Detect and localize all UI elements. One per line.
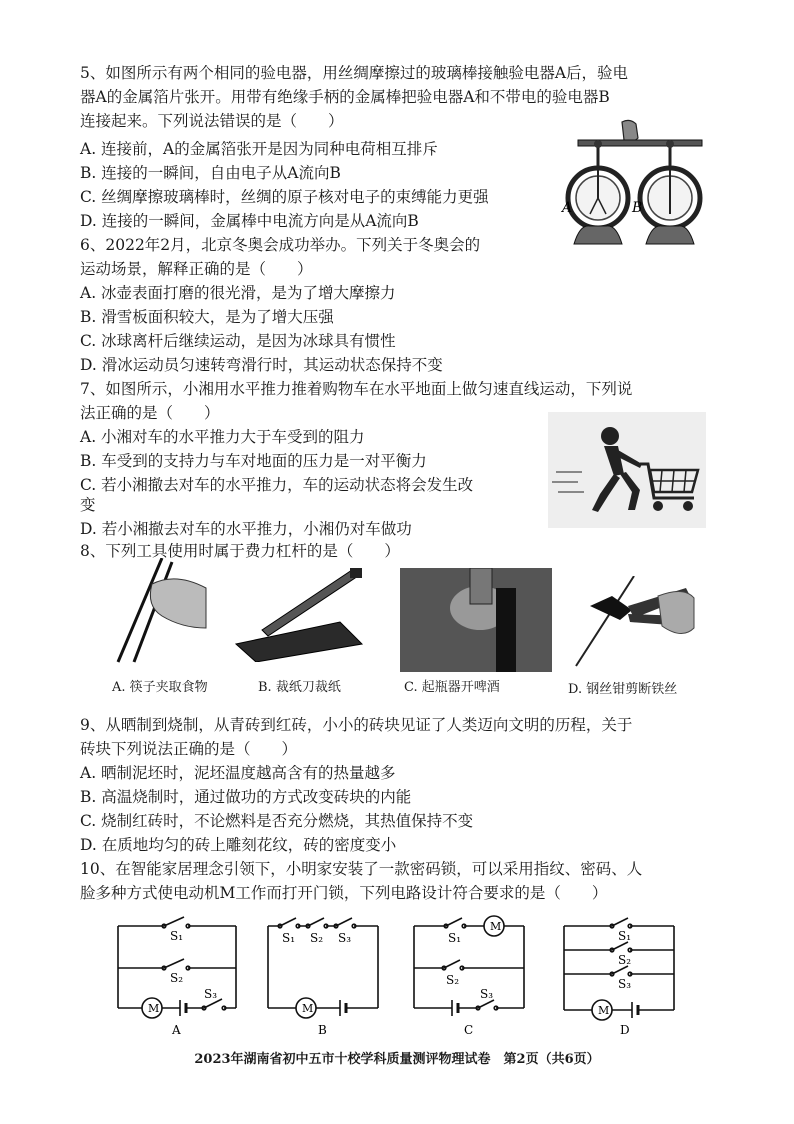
q7-option-b: B. 车受到的支持力与车对地面的压力是一对平衡力 [80,452,427,470]
q9-option-c: C. 烧制红砖时，不论燃料是否充分燃烧，其热值保持不变 [80,812,474,830]
q5-option-b: B. 连接的一瞬间，自由电子从A流向B [80,164,341,182]
q8-stem: 8、下列工具使用时属于费力杠杆的是（ ） [80,542,400,560]
bottle-opener-figure [400,568,552,672]
electroscope-label-b: B [632,200,643,216]
circuit-d-label: D [620,1023,630,1037]
wire-cutter-figure [572,576,696,668]
circuit-c-label: C [464,1023,474,1037]
q10-stem-line-1: 10、在智能家居理念引领下，小明家安装了一款密码锁，可以采用指纹、密码、人 [80,860,643,878]
q7-option-c-cont: 变 [80,496,96,514]
circuit-b-s3: S₃ [338,931,352,945]
q5-stem-line-2: 器A的金属箔片张开。用带有绝缘手柄的金属棒把验电器A和不带电的验电器B [80,88,610,106]
shopping-cart-figure [548,412,706,528]
q6-option-d: D. 滑冰运动员匀速转弯滑行时，其运动状态保持不变 [80,356,443,374]
circuit-d-motor: M [598,1004,610,1017]
circuit-c-s3: S₃ [480,987,494,1001]
chopsticks-figure [112,558,207,664]
q6-stem-line-1: 6、2022年2月，北京冬奥会成功举办。下列关于冬奥会的 [80,236,481,254]
paper-cutter-figure [232,568,366,662]
q6-option-c: C. 冰球离杆后继续运动，是因为冰球具有惯性 [80,332,396,350]
circuit-a-motor: M [148,1002,160,1015]
circuit-c-s1: S₁ [448,931,462,945]
circuit-d-s1: S₁ [618,929,632,943]
q8-caption-d: D. 钢丝钳剪断铁丝 [568,682,678,697]
circuit-a-s1: S₁ [170,929,184,943]
circuit-b-s1: S₁ [282,931,296,945]
q9-option-a: A. 晒制泥坯时，泥坯温度越高含有的热量越多 [80,764,396,782]
circuit-a-label: A [172,1023,181,1037]
circuit-a-s2: S₂ [170,971,184,985]
q8-caption-c: C. 起瓶器开啤酒 [404,680,500,695]
q7-option-c: C. 若小湘撤去对车的水平推力，车的运动状态将会发生改 [80,476,474,494]
circuit-a-s3: S₃ [204,987,218,1001]
q5-stem-line-1: 5、如图所示有两个相同的验电器，用丝绸摩擦过的玻璃棒接触验电器A后，验电 [80,64,629,82]
q6-stem-line-2: 运动场景，解释正确的是（ ） [80,260,313,278]
circuit-d-s2: S₂ [618,953,632,967]
circuit-b-motor: M [302,1002,314,1015]
circuit-b-s2: S₂ [310,931,324,945]
q6-option-a: A. 冰壶表面打磨的很光滑，是为了增大摩擦力 [80,284,396,302]
circuit-c [406,912,536,1038]
page-footer: 2023年湖南省初中五市十校学科质量测评物理试卷 第2页（共6页） [194,1052,600,1067]
q7-stem-line-1: 7、如图所示，小湘用水平推力推着购物车在水平地面上做匀速直线运动，下列说 [80,380,633,398]
q9-option-b: B. 高温烧制时，通过做功的方式改变砖块的内能 [80,788,412,806]
circuit-d [556,912,686,1038]
circuit-a [108,912,248,1038]
electroscope-label-a: A [562,200,573,216]
circuit-d-s3: S₃ [618,977,632,991]
q5-option-d: D. 连接的一瞬间，金属棒中电流方向是从A流向B [80,212,419,230]
circuit-c-motor: M [490,920,502,933]
q7-option-d: D. 若小湘撤去对车的水平推力，小湘仍对车做功 [80,520,412,538]
q5-option-a: A. 连接前，A的金属箔张开是因为同种电荷相互排斥 [80,140,438,158]
circuit-b-label: B [318,1023,327,1037]
q9-stem-line-1: 9、从晒制到烧制，从青砖到红砖，小小的砖块见证了人类迈向文明的历程，关于 [80,716,633,734]
q6-option-b: B. 滑雪板面积较大，是为了增大压强 [80,308,334,326]
circuit-c-s2: S₂ [446,973,460,987]
q5-option-c: C. 丝绸摩擦玻璃棒时，丝绸的原子核对电子的束缚能力更强 [80,188,489,206]
q5-stem-line-3: 连接起来。下列说法错误的是（ ） [80,112,344,130]
q8-caption-b: B. 裁纸刀裁纸 [258,680,341,695]
q9-option-d: D. 在质地均匀的砖上雕刻花纹，砖的密度变小 [80,836,397,854]
q7-option-a: A. 小湘对车的水平推力大于车受到的阻力 [80,428,365,446]
q9-stem-line-2: 砖块下列说法正确的是（ ） [80,740,298,758]
electroscope-figure [560,118,715,250]
q7-stem-line-2: 法正确的是（ ） [80,404,220,422]
q10-stem-line-2: 脸多种方式使电动机M工作而打开门锁，下列电路设计符合要求的是（ ） [80,884,608,902]
q8-caption-a: A. 筷子夹取食物 [112,680,208,695]
circuit-b [260,912,390,1038]
